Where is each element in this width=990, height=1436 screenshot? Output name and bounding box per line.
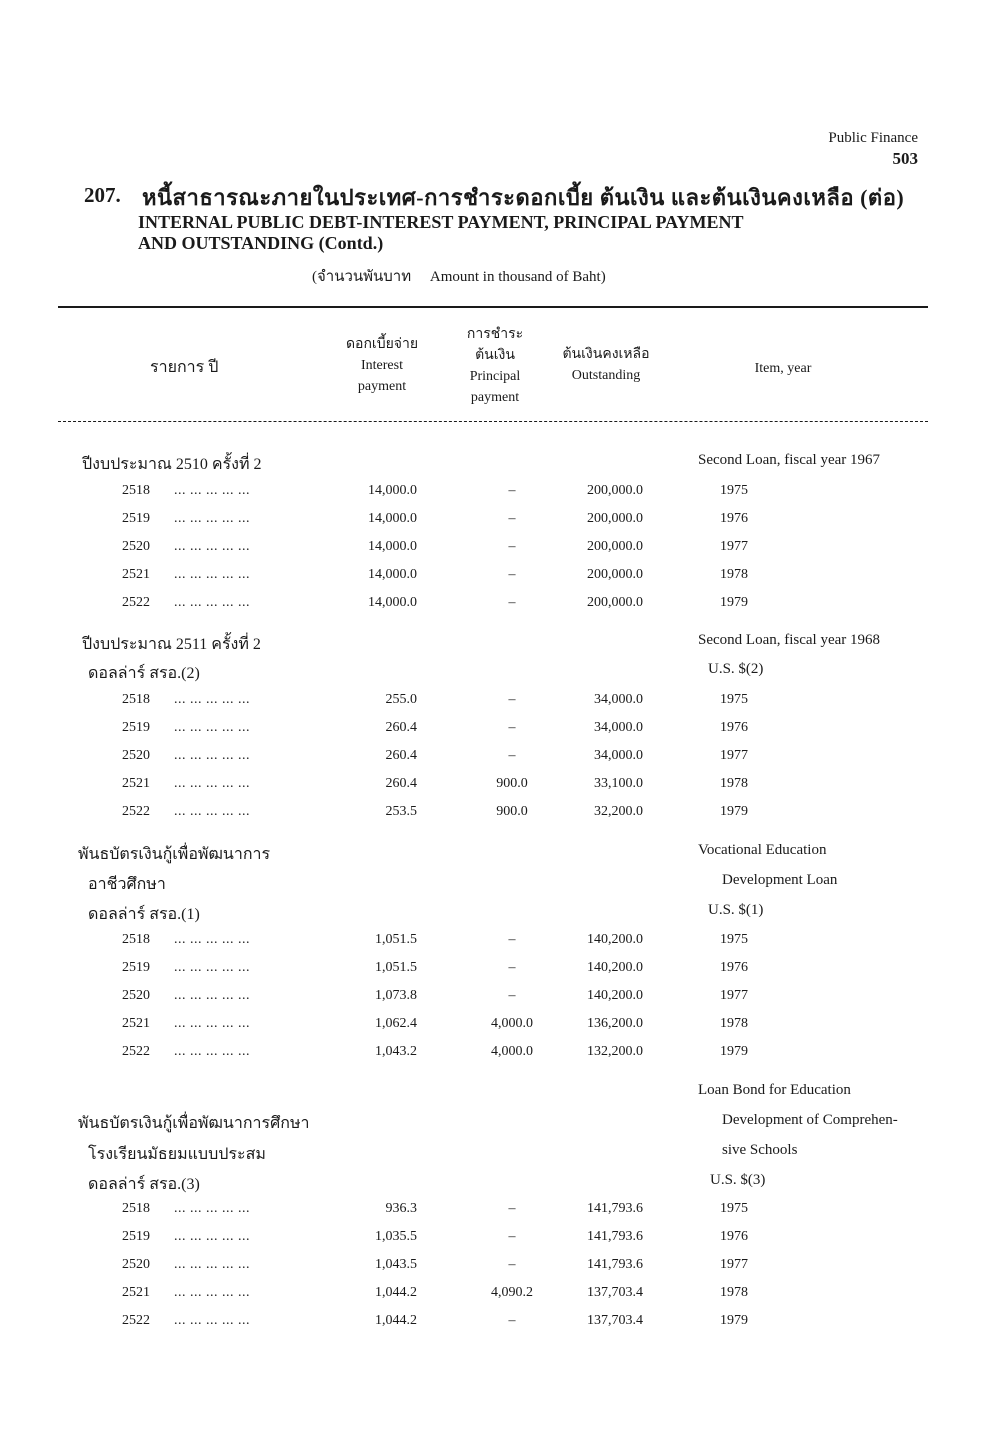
year-thai-cell: 2522 <box>122 595 150 610</box>
top-rule <box>58 306 928 308</box>
leader-dots: ... ... ... ... ... <box>174 692 250 707</box>
year-thai-cell: 2521 <box>122 1016 150 1031</box>
principal-cell: – <box>508 595 516 610</box>
table-row <box>0 1044 990 1064</box>
section-english-label: Second Loan, fiscal year 1967 <box>698 452 881 468</box>
interest-header-thai: ดอกเบี้ยจ่าย <box>345 337 419 352</box>
table-row <box>0 1285 990 1305</box>
principal-cell: – <box>508 1313 516 1328</box>
interest-cell: 1,073.8 <box>375 988 417 1003</box>
section-thai-label: ดอลล่าร์ สรอ.(2) <box>88 665 200 682</box>
year-english-cell: 1975 <box>720 932 748 947</box>
year-english-cell: 1979 <box>720 1313 748 1328</box>
section-label: Public Finance <box>828 130 918 146</box>
principal-cell: – <box>508 1201 516 1216</box>
year-english-cell: 1977 <box>720 1257 748 1272</box>
principal-cell: 4,090.2 <box>491 1285 533 1300</box>
table-row <box>0 539 990 559</box>
interest-cell: 14,000.0 <box>368 539 417 554</box>
column-header-principal <box>450 324 540 408</box>
year-english-cell: 1977 <box>720 988 748 1003</box>
interest-cell: 14,000.0 <box>368 567 417 582</box>
table-row <box>0 1257 990 1277</box>
outstanding-cell: 132,200.0 <box>587 1044 643 1059</box>
year-english-cell: 1975 <box>720 1201 748 1216</box>
outstanding-header-english: Outstanding <box>571 368 641 383</box>
title-english-line-2: AND OUTSTANDING (Contd.) <box>138 233 384 253</box>
year-thai-cell: 2519 <box>122 720 150 735</box>
table-row <box>0 988 990 1008</box>
outstanding-cell: 34,000.0 <box>594 692 643 707</box>
interest-cell: 1,035.5 <box>375 1229 417 1244</box>
year-thai-cell: 2519 <box>122 511 150 526</box>
year-english-cell: 1976 <box>720 960 748 975</box>
leader-dots: ... ... ... ... ... <box>174 1016 250 1031</box>
leader-dots: ... ... ... ... ... <box>174 960 250 975</box>
leader-dots: ... ... ... ... ... <box>174 804 250 819</box>
year-thai-cell: 2518 <box>122 932 150 947</box>
table-row <box>0 748 990 768</box>
section-thai-label: ปีงบประมาณ 2510 ครั้งที่ 2 <box>82 456 262 473</box>
principal-cell: – <box>508 539 516 554</box>
column-header-item-english: Item, year <box>754 361 812 376</box>
year-thai-cell: 2518 <box>122 692 150 707</box>
table-row <box>0 776 990 796</box>
principal-cell: – <box>508 1257 516 1272</box>
year-thai-cell: 2520 <box>122 748 150 763</box>
section-english-label: U.S. $(1) <box>708 902 764 918</box>
outstanding-cell: 137,703.4 <box>587 1285 643 1300</box>
interest-cell: 14,000.0 <box>368 483 417 498</box>
principal-cell: 900.0 <box>496 776 528 791</box>
section-english-label: sive Schools <box>722 1142 798 1158</box>
year-thai-cell: 2522 <box>122 1044 150 1059</box>
interest-cell: 253.5 <box>385 804 417 819</box>
principal-cell: 4,000.0 <box>491 1016 533 1031</box>
principal-cell: – <box>508 960 516 975</box>
year-english-cell: 1976 <box>720 511 748 526</box>
year-english-cell: 1978 <box>720 776 748 791</box>
outstanding-cell: 33,100.0 <box>594 776 643 791</box>
principal-cell: – <box>508 511 516 526</box>
section-english-label: Development of Comprehen- <box>722 1112 898 1128</box>
header-bottom-rule <box>58 421 928 423</box>
leader-dots: ... ... ... ... ... <box>174 1201 250 1216</box>
leader-dots: ... ... ... ... ... <box>174 1257 250 1272</box>
interest-cell: 255.0 <box>385 692 417 707</box>
interest-cell: 260.4 <box>385 748 417 763</box>
outstanding-cell: 136,200.0 <box>587 1016 643 1031</box>
table-row <box>0 1229 990 1249</box>
outstanding-cell: 140,200.0 <box>587 960 643 975</box>
year-english-cell: 1979 <box>720 804 748 819</box>
year-thai-cell: 2520 <box>122 539 150 554</box>
year-english-cell: 1977 <box>720 748 748 763</box>
year-thai-cell: 2521 <box>122 567 150 582</box>
outstanding-cell: 140,200.0 <box>587 988 643 1003</box>
leader-dots: ... ... ... ... ... <box>174 483 250 498</box>
leader-dots: ... ... ... ... ... <box>174 1044 250 1059</box>
leader-dots: ... ... ... ... ... <box>174 776 250 791</box>
principal-cell: 900.0 <box>496 804 528 819</box>
interest-cell: 1,051.5 <box>375 960 417 975</box>
principal-cell: – <box>508 988 516 1003</box>
unit-note <box>312 264 606 288</box>
year-thai-cell: 2522 <box>122 1313 150 1328</box>
principal-header-english: Principal payment <box>469 369 521 405</box>
section-thai-label: ดอลล่าร์ สรอ.(3) <box>88 1176 200 1193</box>
year-thai-cell: 2521 <box>122 1285 150 1300</box>
unit-note-thai: (จำนวนพันบาท <box>312 269 412 285</box>
section-thai-label: ปีงบประมาณ 2511 ครั้งที่ 2 <box>82 636 261 653</box>
leader-dots: ... ... ... ... ... <box>174 567 250 582</box>
interest-cell: 260.4 <box>385 776 417 791</box>
column-header-interest <box>322 334 442 397</box>
table-row <box>0 511 990 531</box>
year-thai-cell: 2522 <box>122 804 150 819</box>
leader-dots: ... ... ... ... ... <box>174 748 250 763</box>
table-row <box>0 1016 990 1036</box>
interest-cell: 1,043.2 <box>375 1044 417 1059</box>
year-english-cell: 1977 <box>720 539 748 554</box>
principal-cell: – <box>508 720 516 735</box>
year-english-cell: 1978 <box>720 1285 748 1300</box>
table-row <box>0 595 990 615</box>
year-thai-cell: 2520 <box>122 988 150 1003</box>
outstanding-cell: 200,000.0 <box>587 567 643 582</box>
table-row <box>0 692 990 712</box>
column-header-outstanding <box>548 344 664 386</box>
table-number: 207. <box>84 183 121 207</box>
year-english-cell: 1975 <box>720 483 748 498</box>
section-thai-label: พันธบัตรเงินกู้เพื่อพัฒนาการศึกษา <box>78 1115 310 1132</box>
interest-cell: 1,043.5 <box>375 1257 417 1272</box>
section-english-label: Vocational Education <box>698 842 827 858</box>
table-row <box>0 932 990 952</box>
section-thai-label: ดอลล่าร์ สรอ.(1) <box>88 906 200 923</box>
outstanding-cell: 200,000.0 <box>587 483 643 498</box>
page-number: 503 <box>892 149 918 168</box>
outstanding-cell: 141,793.6 <box>587 1229 643 1244</box>
year-thai-cell: 2519 <box>122 960 150 975</box>
year-english-cell: 1976 <box>720 720 748 735</box>
section-english-label: Development Loan <box>722 872 838 888</box>
principal-cell: 4,000.0 <box>491 1044 533 1059</box>
year-thai-cell: 2518 <box>122 483 150 498</box>
principal-cell: – <box>508 1229 516 1244</box>
title-thai: หนี้สาธารณะภายในประเทศ-การชำระดอกเบี้ย ต้นเงิน และต้นเงินคงเหลือ (ต่อ) <box>142 185 905 210</box>
section-thai-label: พันธบัตรเงินกู้เพื่อพัฒนาการ <box>78 846 271 863</box>
leader-dots: ... ... ... ... ... <box>174 539 250 554</box>
year-thai-cell: 2520 <box>122 1257 150 1272</box>
title-english-line-1: INTERNAL PUBLIC DEBT-INTEREST PAYMENT, PRINCIPAL PAYMENT <box>138 212 744 232</box>
leader-dots: ... ... ... ... ... <box>174 511 250 526</box>
outstanding-cell: 141,793.6 <box>587 1201 643 1216</box>
outstanding-header-thai: ต้นเงินคงเหลือ <box>562 347 650 362</box>
interest-cell: 1,051.5 <box>375 932 417 947</box>
outstanding-cell: 137,703.4 <box>587 1313 643 1328</box>
section-english-label: Loan Bond for Education <box>698 1082 851 1098</box>
year-english-cell: 1978 <box>720 567 748 582</box>
leader-dots: ... ... ... ... ... <box>174 720 250 735</box>
outstanding-cell: 200,000.0 <box>587 511 643 526</box>
interest-cell: 936.3 <box>385 1201 417 1216</box>
table-row <box>0 1313 990 1333</box>
principal-cell: – <box>508 932 516 947</box>
section-english-label: U.S. $(2) <box>708 661 764 677</box>
leader-dots: ... ... ... ... ... <box>174 1285 250 1300</box>
interest-header-english: Interest payment <box>357 358 407 394</box>
principal-cell: – <box>508 692 516 707</box>
table-row <box>0 720 990 740</box>
table-row <box>0 960 990 980</box>
section-thai-label: อาชีวศึกษา <box>88 876 166 893</box>
unit-note-english: Amount in thousand of Baht) <box>429 269 606 285</box>
leader-dots: ... ... ... ... ... <box>174 988 250 1003</box>
principal-cell: – <box>508 567 516 582</box>
outstanding-cell: 141,793.6 <box>587 1257 643 1272</box>
year-english-cell: 1979 <box>720 1044 748 1059</box>
interest-cell: 1,044.2 <box>375 1313 417 1328</box>
table-row <box>0 804 990 824</box>
outstanding-cell: 32,200.0 <box>594 804 643 819</box>
section-english-label: U.S. $(3) <box>710 1172 766 1188</box>
table-row <box>0 567 990 587</box>
outstanding-cell: 140,200.0 <box>587 932 643 947</box>
principal-header-thai: การชำระ ต้นเงิน <box>466 327 524 363</box>
year-english-cell: 1976 <box>720 1229 748 1244</box>
year-thai-cell: 2519 <box>122 1229 150 1244</box>
year-thai-cell: 2518 <box>122 1201 150 1216</box>
year-english-cell: 1979 <box>720 595 748 610</box>
interest-cell: 260.4 <box>385 720 417 735</box>
leader-dots: ... ... ... ... ... <box>174 932 250 947</box>
principal-cell: – <box>508 748 516 763</box>
year-thai-cell: 2521 <box>122 776 150 791</box>
year-english-cell: 1975 <box>720 692 748 707</box>
table-row <box>0 1201 990 1221</box>
interest-cell: 1,062.4 <box>375 1016 417 1031</box>
leader-dots: ... ... ... ... ... <box>174 595 250 610</box>
outstanding-cell: 34,000.0 <box>594 720 643 735</box>
outstanding-cell: 200,000.0 <box>587 595 643 610</box>
section-english-label: Second Loan, fiscal year 1968 <box>698 632 881 648</box>
interest-cell: 14,000.0 <box>368 595 417 610</box>
outstanding-cell: 200,000.0 <box>587 539 643 554</box>
interest-cell: 14,000.0 <box>368 511 417 526</box>
outstanding-cell: 34,000.0 <box>594 748 643 763</box>
leader-dots: ... ... ... ... ... <box>174 1229 250 1244</box>
interest-cell: 1,044.2 <box>375 1285 417 1300</box>
table-row <box>0 483 990 503</box>
leader-dots: ... ... ... ... ... <box>174 1313 250 1328</box>
column-header-item-thai: รายการ ปี <box>150 359 219 376</box>
year-english-cell: 1978 <box>720 1016 748 1031</box>
section-thai-label: โรงเรียนมัธยมแบบประสม <box>88 1146 266 1163</box>
principal-cell: – <box>508 483 516 498</box>
